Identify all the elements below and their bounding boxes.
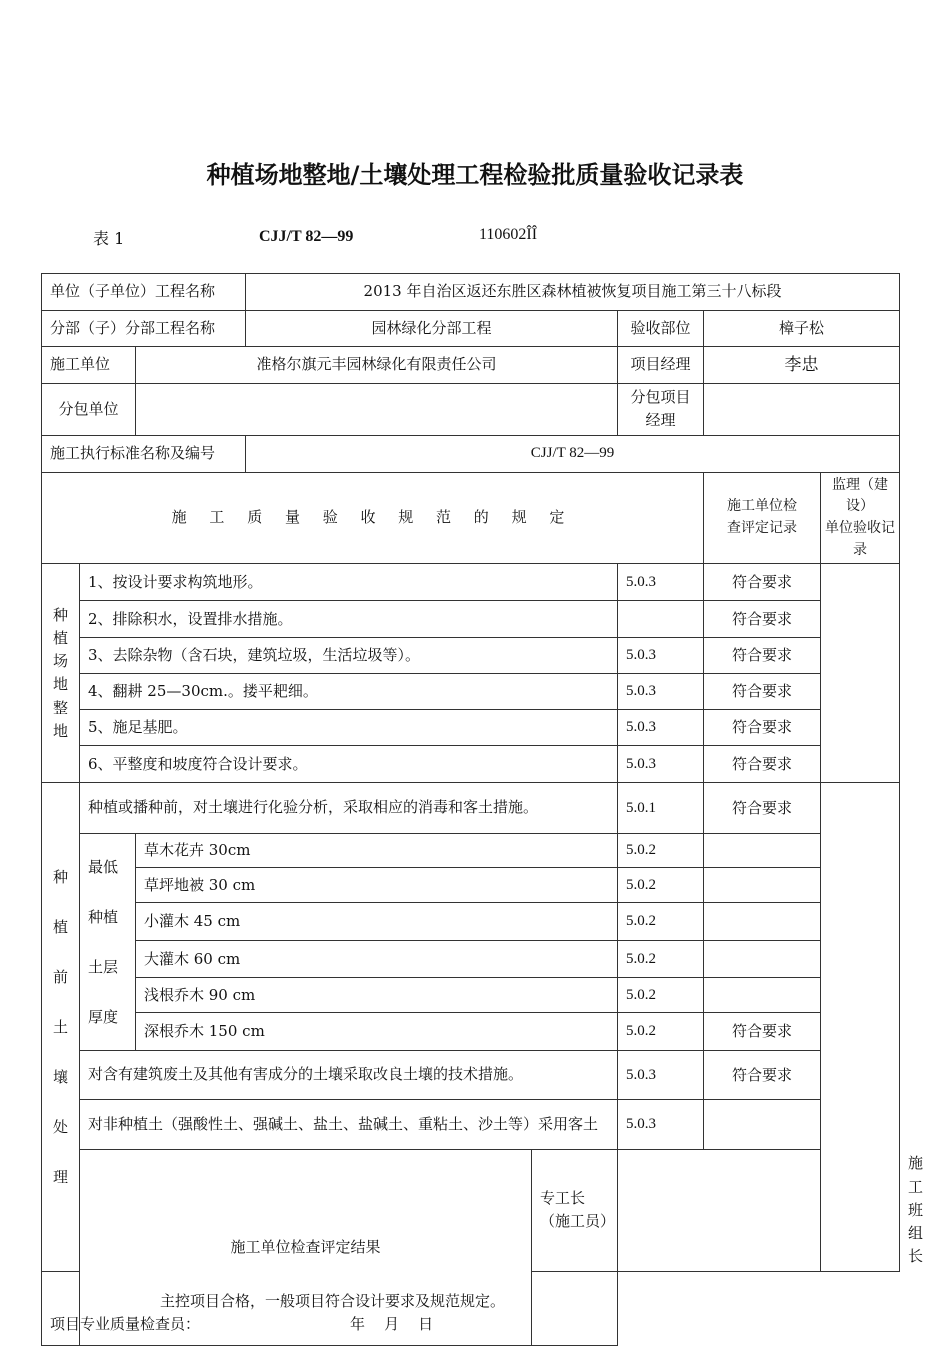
depth-item-5: 浅根乔木 90 cm — [136, 978, 618, 1013]
sub-pm-value — [704, 384, 900, 436]
depth-code-6: 5.0.2 — [618, 1013, 704, 1051]
unit-name-value: 2013 年自治区返还东胜区森林植被恢复项目施工第三十八标段 — [246, 274, 900, 311]
grading-item-5: 5、施足基肥。 — [80, 710, 618, 746]
standard-value: CJJ/T 82—99 — [246, 435, 900, 472]
depth-result-5 — [704, 978, 821, 1013]
foreman-label: 专工长（施工员） — [532, 1150, 618, 1271]
depth-item-1: 草木花卉 30cm — [136, 834, 618, 868]
grading-code-1: 5.0.3 — [618, 564, 704, 601]
grading-result-2: 符合要求 — [704, 601, 821, 638]
supervision-record-header: 监理（建设） 单位验收记录 — [821, 472, 900, 564]
supervision-cell-2 — [821, 783, 900, 1271]
grading-result-6: 符合要求 — [704, 746, 821, 783]
depth-code-1: 5.0.2 — [618, 834, 704, 868]
project-manager-value: 李忠 — [704, 347, 900, 384]
grading-item-6: 6、平整度和坡度符合设计要求。 — [80, 746, 618, 783]
non-plant-soil-item: 对非种植土（强酸性土、强碱土、盐土、盐碱土、重粘土、沙土等）采用客土 — [80, 1100, 618, 1150]
depth-item-6: 深根乔木 150 cm — [136, 1013, 618, 1051]
date-label: 年 月 日 — [350, 1315, 434, 1334]
contractor-result-label: 施工单位检查评定结果 — [80, 1150, 532, 1345]
non-plant-soil-result — [704, 1100, 821, 1150]
grading-code-3: 5.0.3 — [618, 638, 704, 674]
non-plant-soil-code: 5.0.3 — [618, 1100, 704, 1150]
subproject-value: 园林绿化分部工程 — [246, 311, 618, 347]
table-number: 表 1 — [93, 229, 125, 248]
soil-test-code: 5.0.1 — [618, 783, 704, 834]
page-title: 种植场地整地/土壤处理工程检验批质量验收记录表 — [206, 161, 744, 189]
subcontractor-value — [136, 384, 618, 436]
inspection-table: 单位（子单位）工程名称 2013 年自治区返还东胜区森林植被恢复项目施工第三十八标段 分部（子）分部工程名称 园林绿化分部工程 验收部位 樟子松 施工单位 准格尔旗元丰园林绿化有限责任公司 项目经理 李忠 分包单位 分包项目经理 施工执行标准名称及编号 CJJ/T 82—99 施 工 质 量 验 收 规 范 的 规 定 施工单位检 查评定记录 监理（建设） 单位验收记录 种 植 场 地 整 地 1、按设计要求构筑地形。 5.0.3 符合要求 2、排除积水，设置排水措施。 符合要求 3、去除杂物（含石块，建筑垃圾，生活垃圾等）。 5.0.3 符合要求 4、翻耕 25—30cm.。搂平耙细。 5.0.3 符合要求 5、施足基肥。 5.0.3 符合要求 6、平整度和坡度符合设计要求。 5.0.3 符合要求 种 植 前 土 壤 处 理 种植或播种前，对土壤进行化验分析，采取相应的消毒和客土措施。 5.0.1 符合要求 最低 种植 土层 厚度 草木花卉 30cm 5.0.2 草坪地被 30 cm 5.0.2 小灌木 45 cm 5.0.2 大灌木 60 cm 5.0.2 浅根乔木 90 cm 5.0.2 深根乔木 150 cm 5.0.2 符合要求 对含有建筑废土及其他有害成分的土壤采取改良土壤的技术措施。 5.0.3 符合要求 对非种植土（强酸性土、强碱土、盐土、盐碱土、重粘土、沙土等）采用客土 5.0.3 施工单位检查评定结果 专工长（施工员） 施工班组长 主控项目合格，一般项目符合设计要求及规范规定。 项目专业质量检查员： 年 月 日 — [41, 273, 900, 1346]
contractor-label: 施工单位 — [42, 347, 136, 384]
conclusion-cell — [42, 1271, 618, 1345]
standard-label: 施工执行标准名称及编号 — [42, 435, 246, 472]
soil-test-item: 种植或播种前，对土壤进行化验分析，采取相应的消毒和客土措施。 — [80, 783, 618, 834]
grading-item-4: 4、翻耕 25—30cm.。搂平耙细。 — [80, 674, 618, 710]
depth-item-4: 大灌木 60 cm — [136, 941, 618, 978]
depth-item-2: 草坪地被 30 cm — [136, 868, 618, 903]
grading-item-2: 2、排除积水，设置排水措施。 — [80, 601, 618, 638]
grading-result-1: 符合要求 — [704, 564, 821, 601]
unit-name-label: 单位（子单位）工程名称 — [42, 274, 246, 311]
inspector-label: 项目专业质量检查员： — [50, 1315, 201, 1334]
grading-result-4: 符合要求 — [704, 674, 821, 710]
group-soil-treatment-label: 种 植 前 土 壤 处 理 — [42, 783, 80, 1271]
inspector-line — [50, 1313, 609, 1336]
grading-code-6: 5.0.3 — [618, 746, 704, 783]
sub-pm-label: 分包项目经理 — [618, 384, 704, 436]
grading-code-2 — [618, 601, 704, 638]
depth-code-4: 5.0.2 — [618, 941, 704, 978]
soil-depth-label: 最低 种植 土层 厚度 — [80, 834, 136, 1051]
depth-result-1 — [704, 834, 821, 868]
standard-code: CJJ/T 82—99 — [259, 228, 354, 245]
supervision-cell-1 — [821, 564, 900, 783]
soil-improvement-code: 5.0.3 — [618, 1051, 704, 1100]
depth-result-4 — [704, 941, 821, 978]
depth-code-5: 5.0.2 — [618, 978, 704, 1013]
project-manager-label: 项目经理 — [618, 347, 704, 384]
depth-item-3: 小灌木 45 cm — [136, 903, 618, 941]
grading-item-3: 3、去除杂物（含石块，建筑垃圾，生活垃圾等）。 — [80, 638, 618, 674]
grading-item-1: 1、按设计要求构筑地形。 — [80, 564, 618, 601]
depth-code-3: 5.0.2 — [618, 903, 704, 941]
soil-improvement-result: 符合要求 — [704, 1051, 821, 1100]
subcontractor-label: 分包单位 — [42, 384, 136, 436]
grading-result-3: 符合要求 — [704, 638, 821, 674]
check-record-header: 施工单位检 查评定记录 — [704, 472, 821, 564]
depth-result-6: 符合要求 — [704, 1013, 821, 1051]
contractor-value: 准格尔旗元丰园林绿化有限责任公司 — [136, 347, 618, 384]
record-code: 110602ÎÎ — [479, 226, 538, 243]
conclusion-text: 主控项目合格，一般项目符合设计要求及规范规定。 — [160, 1292, 506, 1310]
subproject-label: 分部（子）分部工程名称 — [42, 311, 246, 347]
grading-code-4: 5.0.3 — [618, 674, 704, 710]
depth-result-3 — [704, 903, 821, 941]
group-site-grading-label: 种 植 场 地 整 地 — [42, 564, 80, 783]
soil-test-result: 符合要求 — [704, 783, 821, 834]
depth-code-2: 5.0.2 — [618, 868, 704, 903]
depth-result-2 — [704, 868, 821, 903]
soil-improvement-item: 对含有建筑废土及其他有害成分的土壤采取改良土壤的技术措施。 — [80, 1051, 618, 1100]
grading-result-5: 符合要求 — [704, 710, 821, 746]
acceptance-part-value: 樟子松 — [704, 311, 900, 347]
acceptance-part-label: 验收部位 — [618, 311, 704, 347]
spec-header: 施 工 质 量 验 收 规 范 的 规 定 — [42, 472, 704, 564]
grading-code-5: 5.0.3 — [618, 710, 704, 746]
foreman-value — [618, 1150, 821, 1271]
